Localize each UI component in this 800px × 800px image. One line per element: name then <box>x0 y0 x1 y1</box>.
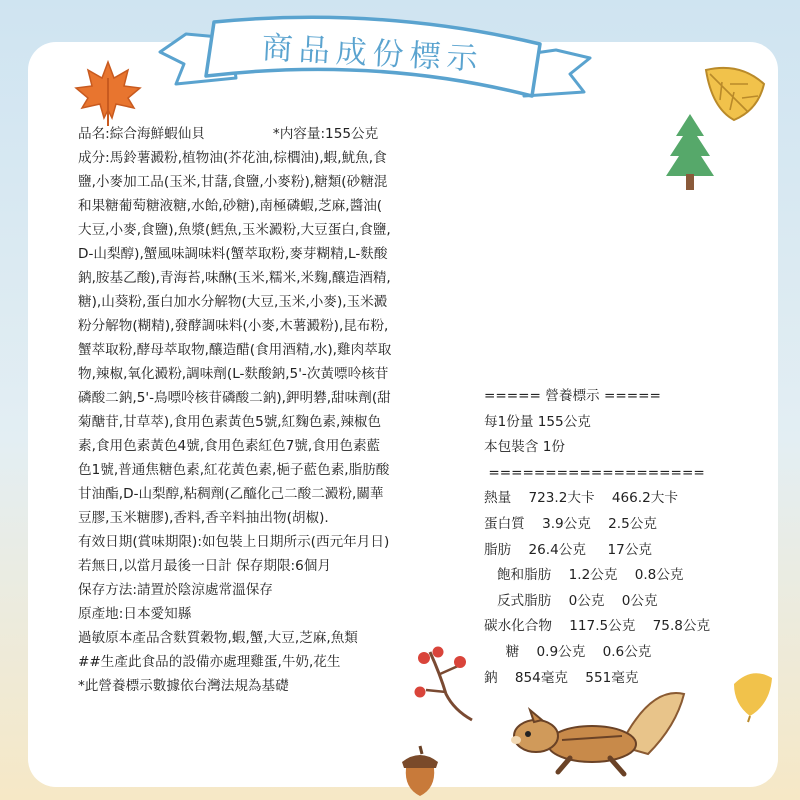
nutrient-row-saturated-fat: 飽和脂肪 1.2公克 0.8公克 <box>484 567 684 584</box>
allergen-line: ##生產此食品的設備亦處理雞蛋,牛奶,花生 <box>78 654 341 670</box>
allergen-line: 過敏原本產品含麩質穀物,蝦,蟹,大豆,芝麻,魚類 <box>78 630 358 646</box>
ingredients-line: 糖),山葵粉,蛋白加水分解物(大豆,玉米,小麥),玉米澱 <box>78 294 388 310</box>
ingredients-line: 素,食用色素黃色4號,食用色素紅色7號,食用色素藍 <box>78 438 381 454</box>
servings-per-pack: 本包裝含 1份 <box>484 439 565 456</box>
ingredients-line: 和果糖葡萄糖液糖,水飴,砂糖),南極磷蝦,芝麻,醬油( <box>78 198 383 214</box>
ingredients-line: 磷酸二鈉,5'-鳥嘌呤核苷磷酸二鈉),鉀明礬,甜味劑(甜 <box>78 390 391 406</box>
product-info <box>78 122 438 698</box>
expiry-line: 有效日期(賞味期限):如包裝上日期所示(西元年月日) <box>78 534 390 550</box>
ingredients-line: 鹽,小麥加工品(玉米,甘藷,食鹽,小麥粉),糖類(砂糖混 <box>78 174 388 190</box>
nutrient-row-calories: 熱量 723.2大卡 466.2大卡 <box>484 490 678 507</box>
ingredients-line: 鈉,胺基乙酸),青海苔,味醂(玉米,糯米,米麴,釀造酒精, <box>78 270 391 286</box>
nutrient-row-sugar: 糖 0.9公克 0.6公克 <box>484 643 652 660</box>
ingredients-line: 甘油酯,D-山梨醇,粘稠劑(乙醯化己二酸二澱粉,關華 <box>78 486 384 502</box>
serving-size: 每1份量 155公克 <box>484 413 591 430</box>
ingredients-line: 成分:馬鈴薯澱粉,植物油(芥花油,棕櫚油),蝦,魷魚,食 <box>78 150 387 166</box>
acorn-icon <box>396 742 444 798</box>
nutrient-row-carbohydrate: 碳水化合物 117.5公克 75.8公克 <box>484 618 711 635</box>
ingredients-line: 豆膠,玉米糖膠),香料,香辛料抽出物(胡椒). <box>78 510 329 526</box>
maple-leaf-icon <box>72 58 144 128</box>
nutrition-header: ===== 營養標示 ===== <box>484 388 661 404</box>
storage-line: 保存方法:請置於陰涼處常溫保存 <box>78 582 273 598</box>
nutrient-row-protein: 蛋白質 3.9公克 2.5公克 <box>484 515 657 532</box>
ingredients-line: 粉分解物(糊精),發酵調味料(小麥,木薯澱粉),昆布粉, <box>78 318 389 334</box>
origin-line: 原產地:日本愛知縣 <box>78 606 192 622</box>
ingredients-line: 物,辣椒,氧化澱粉,調味劑(L-麩酸鈉,5'-次黃嘌呤核苷 <box>78 366 389 382</box>
regulation-note: *此營養標示數據依台灣法規為基礎 <box>78 678 289 694</box>
expiry-line: 若無日,以當月最後一日計 保存期限:6個月 <box>78 558 331 574</box>
nutrient-row-trans-fat: 反式脂肪 0公克 0公克 <box>484 592 658 609</box>
nutrition-divider: =================== <box>484 464 705 481</box>
ingredients-line: D-山梨醇),蟹風味調味料(蟹萃取粉,麥芽糊精,L-麩酸 <box>78 246 388 262</box>
ingredients-line: 菊醣苷,甘草萃),食用色素黃色5號,紅麴色素,辣椒色 <box>78 414 382 430</box>
nutrition-facts <box>484 384 744 691</box>
nutrient-row-sodium: 鈉 854毫克 551毫克 <box>484 669 639 686</box>
product-name-line: 品名:綜合海鮮蝦仙貝 *内容量:155公克 <box>78 126 379 142</box>
ingredients-line: 蟹萃取粉,酵母萃取物,釀造醋(食用酒精,水),雞肉萃取 <box>78 342 392 358</box>
pine-tree-icon <box>664 112 716 192</box>
ingredients-line: 大豆,小麥,食鹽),魚漿(鱈魚,玉米澱粉,大豆蛋白,食鹽, <box>78 222 391 238</box>
nutrient-row-fat: 脂肪 26.4公克 17公克 <box>484 541 653 558</box>
ingredients-line: 色1號,普通焦糖色素,紅花黃色素,梔子藍色素,脂肪酸 <box>78 462 390 478</box>
squirrel-icon <box>500 676 690 786</box>
banner-title: 商品成份標示 <box>260 30 485 78</box>
